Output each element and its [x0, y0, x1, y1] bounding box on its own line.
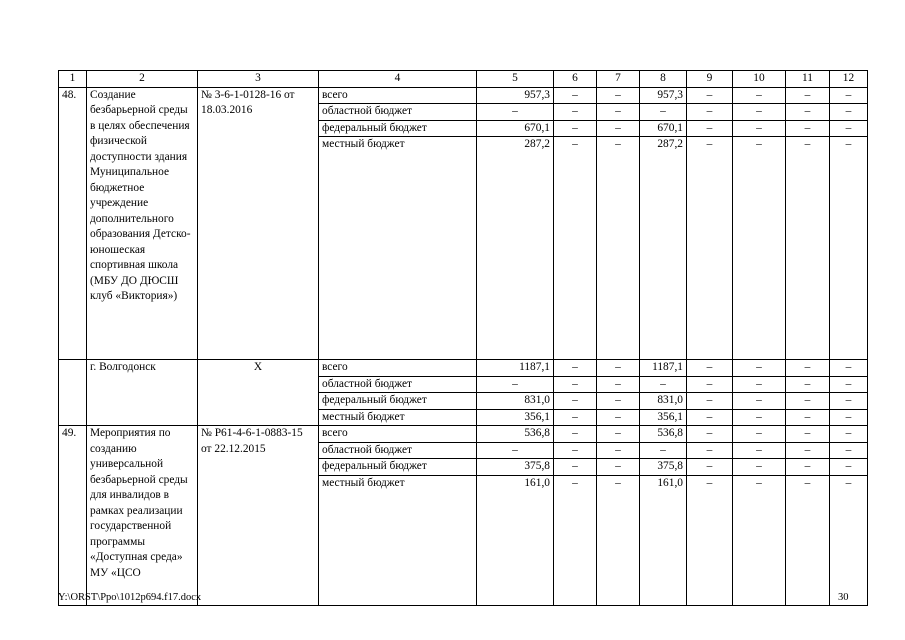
value-cell-c5: 287,2: [477, 137, 554, 360]
header-cell: 7: [597, 71, 640, 88]
footer-file-path: Y:\ORST\Ppo\1012p694.f17.docx: [58, 592, 202, 603]
measure-name: Создание безбарьерной среды в целях обеспечения физической доступности здания Муниципальное бюджетное учреждение дополнительного образования Детско-юношеская спортивная школа (МБУ ДО ДЮСШ клуб «Виктория»): [87, 87, 198, 360]
header-cell: 12: [830, 71, 868, 88]
value-cell-c10: –: [733, 442, 786, 459]
value-cell-c6: –: [554, 409, 597, 426]
value-cell-c9: –: [687, 426, 733, 443]
funding-source: федеральный бюджет: [319, 459, 477, 476]
value-cell-c6: –: [554, 393, 597, 410]
value-cell-c9: –: [687, 409, 733, 426]
value-cell-c8: 670,1: [640, 120, 687, 137]
measure-name: г. Волгодонск: [87, 360, 198, 426]
header-cell: 3: [198, 71, 319, 88]
value-cell-c10: –: [733, 104, 786, 121]
value-cell-c5: 957,3: [477, 87, 554, 104]
table-row: [59, 360, 868, 377]
value-cell-c12: –: [830, 120, 868, 137]
header-cell: 4: [319, 71, 477, 88]
value-cell-c8: 957,3: [640, 87, 687, 104]
funding-source: местный бюджет: [319, 409, 477, 426]
header-row: [59, 71, 868, 88]
value-cell-c12: –: [830, 376, 868, 393]
value-cell-c8: 536,8: [640, 426, 687, 443]
value-cell-c5: 536,8: [477, 426, 554, 443]
value-cell-c8: –: [640, 104, 687, 121]
value-cell-c7: –: [597, 376, 640, 393]
value-cell-c6: –: [554, 475, 597, 605]
value-cell-c12: –: [830, 459, 868, 476]
value-cell-c8: 356,1: [640, 409, 687, 426]
value-cell-c9: –: [687, 459, 733, 476]
value-cell-c6: –: [554, 87, 597, 104]
value-cell-c5: 356,1: [477, 409, 554, 426]
table-row: [59, 426, 868, 443]
value-cell-c8: 831,0: [640, 393, 687, 410]
value-cell-c7: –: [597, 360, 640, 377]
value-cell-c10: –: [733, 376, 786, 393]
value-cell-c7: –: [597, 459, 640, 476]
funding-source: местный бюджет: [319, 137, 477, 360]
value-cell-c10: –: [733, 459, 786, 476]
funding-source: федеральный бюджет: [319, 120, 477, 137]
value-cell-c11: –: [786, 137, 830, 360]
value-cell-c5: –: [477, 376, 554, 393]
value-cell-c7: –: [597, 442, 640, 459]
value-cell-c11: –: [786, 360, 830, 377]
value-cell-c11: –: [786, 409, 830, 426]
value-cell-c6: –: [554, 459, 597, 476]
value-cell-c12: –: [830, 409, 868, 426]
funding-source: всего: [319, 87, 477, 104]
footer-page-number: 30: [838, 592, 849, 603]
value-cell-c6: –: [554, 442, 597, 459]
row-number: 49.: [59, 426, 87, 606]
value-cell-c8: 375,8: [640, 459, 687, 476]
value-cell-c6: –: [554, 360, 597, 377]
document-ref: № Р61-4-6-1-0883-15 от 22.12.2015: [198, 426, 319, 606]
value-cell-c10: –: [733, 409, 786, 426]
value-cell-c8: 1187,1: [640, 360, 687, 377]
value-cell-c11: –: [786, 120, 830, 137]
value-cell-c7: –: [597, 475, 640, 605]
value-cell-c7: –: [597, 104, 640, 121]
budget-table: [58, 70, 868, 606]
value-cell-c12: –: [830, 393, 868, 410]
value-cell-c12: –: [830, 475, 868, 605]
value-cell-c12: –: [830, 442, 868, 459]
value-cell-c5: 375,8: [477, 459, 554, 476]
measure-name: Мероприятия по созданию универсальной безбарьерной среды для инвалидов в рамках реализации государственной программы «Доступная среда» МУ «ЦСО: [87, 426, 198, 606]
value-cell-c12: –: [830, 104, 868, 121]
value-cell-c10: –: [733, 87, 786, 104]
funding-source: всего: [319, 360, 477, 377]
value-cell-c8: 161,0: [640, 475, 687, 605]
document-ref: № 3-6-1-0128-16 от 18.03.2016: [198, 87, 319, 360]
value-cell-c9: –: [687, 393, 733, 410]
document-ref: Х: [198, 360, 319, 426]
header-cell: 8: [640, 71, 687, 88]
value-cell-c9: –: [687, 137, 733, 360]
funding-source: областной бюджет: [319, 442, 477, 459]
value-cell-c5: 670,1: [477, 120, 554, 137]
value-cell-c11: –: [786, 459, 830, 476]
value-cell-c6: –: [554, 376, 597, 393]
funding-source: федеральный бюджет: [319, 393, 477, 410]
header-cell: 11: [786, 71, 830, 88]
value-cell-c6: –: [554, 426, 597, 443]
funding-source: всего: [319, 426, 477, 443]
header-cell: 6: [554, 71, 597, 88]
value-cell-c12: –: [830, 137, 868, 360]
funding-source: местный бюджет: [319, 475, 477, 605]
header-cell: 9: [687, 71, 733, 88]
value-cell-c12: –: [830, 426, 868, 443]
value-cell-c7: –: [597, 409, 640, 426]
value-cell-c7: –: [597, 87, 640, 104]
value-cell-c6: –: [554, 104, 597, 121]
value-cell-c10: –: [733, 120, 786, 137]
value-cell-c10: –: [733, 393, 786, 410]
value-cell-c12: –: [830, 360, 868, 377]
value-cell-c11: –: [786, 376, 830, 393]
value-cell-c11: –: [786, 442, 830, 459]
value-cell-c7: –: [597, 120, 640, 137]
header-cell: 5: [477, 71, 554, 88]
table-row: [59, 87, 868, 104]
value-cell-c9: –: [687, 376, 733, 393]
value-cell-c5: –: [477, 442, 554, 459]
value-cell-c7: –: [597, 137, 640, 360]
value-cell-c6: –: [554, 120, 597, 137]
funding-source: областной бюджет: [319, 376, 477, 393]
value-cell-c7: –: [597, 393, 640, 410]
value-cell-c5: –: [477, 104, 554, 121]
value-cell-c5: 831,0: [477, 393, 554, 410]
value-cell-c11: –: [786, 475, 830, 605]
value-cell-c10: –: [733, 426, 786, 443]
value-cell-c9: –: [687, 360, 733, 377]
value-cell-c5: 161,0: [477, 475, 554, 605]
row-number: 48.: [59, 87, 87, 360]
value-cell-c7: –: [597, 426, 640, 443]
header-cell: 1: [59, 71, 87, 88]
value-cell-c11: –: [786, 393, 830, 410]
value-cell-c12: –: [830, 87, 868, 104]
row-number: [59, 360, 87, 426]
value-cell-c9: –: [687, 475, 733, 605]
table-body: [59, 71, 868, 606]
funding-source: областной бюджет: [319, 104, 477, 121]
value-cell-c10: –: [733, 137, 786, 360]
value-cell-c10: –: [733, 360, 786, 377]
value-cell-c9: –: [687, 104, 733, 121]
header-cell: 10: [733, 71, 786, 88]
value-cell-c11: –: [786, 104, 830, 121]
value-cell-c5: 1187,1: [477, 360, 554, 377]
value-cell-c11: –: [786, 87, 830, 104]
value-cell-c10: –: [733, 475, 786, 605]
value-cell-c9: –: [687, 120, 733, 137]
value-cell-c11: –: [786, 426, 830, 443]
value-cell-c9: –: [687, 442, 733, 459]
value-cell-c9: –: [687, 87, 733, 104]
value-cell-c8: –: [640, 442, 687, 459]
value-cell-c6: –: [554, 137, 597, 360]
value-cell-c8: –: [640, 376, 687, 393]
value-cell-c8: 287,2: [640, 137, 687, 360]
header-cell: 2: [87, 71, 198, 88]
